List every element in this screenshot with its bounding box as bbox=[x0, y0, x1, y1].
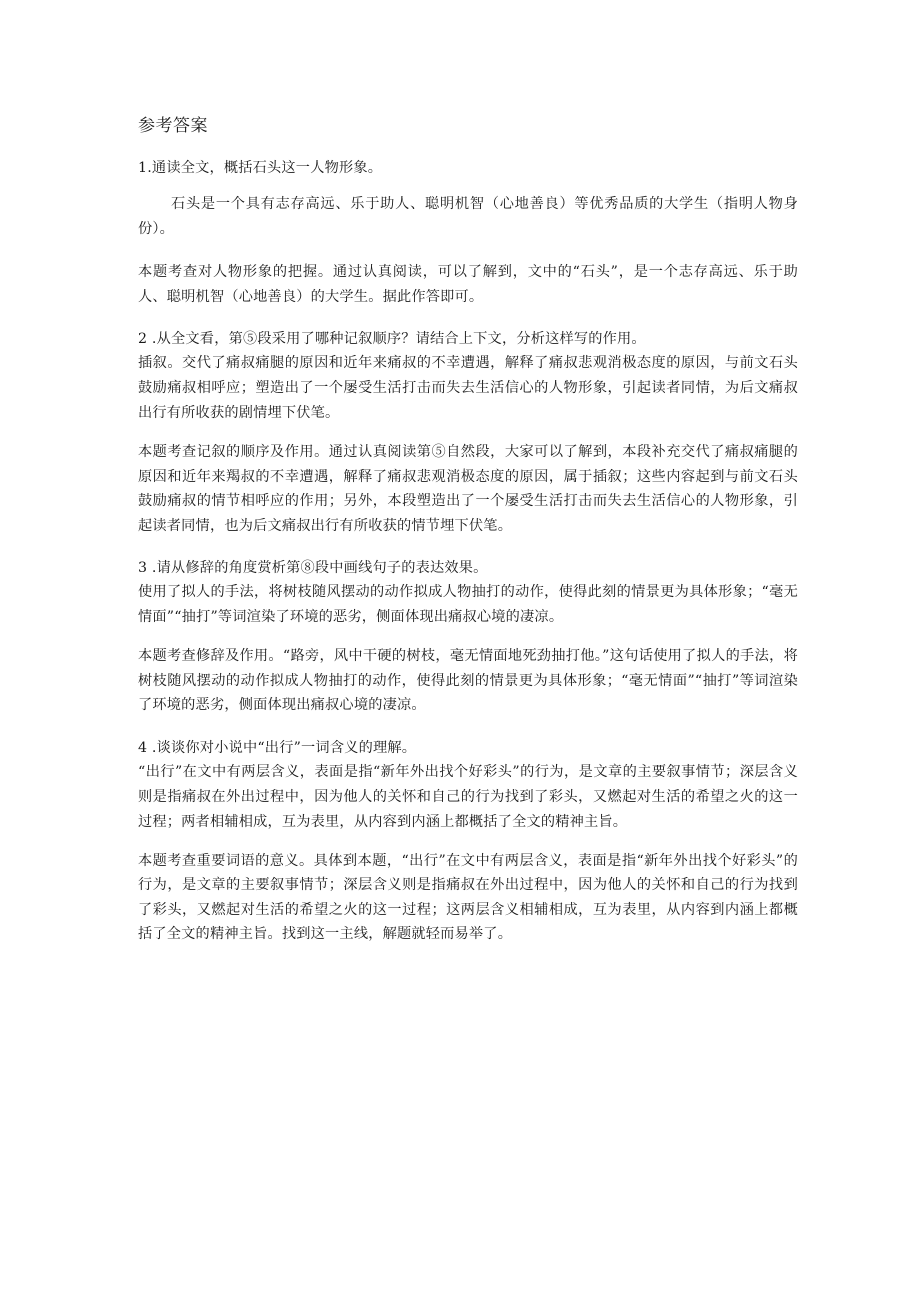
explanation-1: 本题考查对人物形象的把握。通过认真阅读，可以了解到，文中的“石头”，是一个志存高远、乐于助人、聪明机智（心地善良）的大学生。据此作答即可。 bbox=[138, 264, 798, 305]
question-block-1 bbox=[138, 156, 798, 309]
explanation-2: 本题考查记叙的顺序及作用。通过认真阅读第⑤自然段，大家可以了解到，本段补充交代了痛叔痛腿的原因和近年来羯叔的不幸遭遇，解释了痛叔悲观消极态度的原因，属于插叙；这些内容起到与前文石头鼓励痛叔的情节相呼应的作用；另外，本段塑造出了一个屡受生活打击而失去生活信心的人物形象，引起读者同情，也为后文痛叔出行有所收获的情节埋下伏笔。 bbox=[138, 444, 798, 534]
question-block-2 bbox=[138, 327, 798, 538]
answer-3: 使用了拟人的手法，将树枝随风摆动的动作拟成人物抽打的动作，使得此刻的情景更为具体形象；“毫无情面”“抽打”等词渲染了环境的恶劣，侧面体现出痛叔心境的凄凉。 bbox=[138, 584, 798, 625]
explanation-3: 本题考查修辞及作用。“路旁，风中干硬的树枝，毫无情面地死劲抽打他。”这句话使用了拟人的手法，将树枝随风摆动的动作拟成人物抽打的动作，使得此刻的情景更为具体形象；“毫无情面”“抽打”等词渲染了环境的恶劣，侧面体现出痛叔心境的凄凉。 bbox=[138, 648, 798, 713]
answer-sheet bbox=[138, 112, 798, 965]
question-block-3 bbox=[138, 556, 798, 718]
question-4: 4 .谈谈你对小说中“出行”一词含义的理解。 bbox=[138, 739, 417, 756]
page-title: 参考答案 bbox=[138, 116, 208, 136]
question-1: 1.通读全文，概括石头这一人物形象。 bbox=[138, 160, 383, 176]
question-3: 3 .请从修辞的角度赏析第⑧段中画线句子的表达效果。 bbox=[138, 560, 488, 576]
answer-1: 石头是一个具有志存高远、乐于助人、聪明机智（心地善良）等优秀品质的大学生（指明人物身份）。 bbox=[138, 196, 798, 237]
answer-4: “出行”在文中有两层含义，表面是指“新年外出找个好彩头”的行为，是文章的主要叙事情节；深层含义则是指痛叔在外出过程中，因为他人的关怀和自己的行为找到了彩头，又燃起对生活的希望之火的这一过程；两者相辅相成，互为表里，从内容到内涵上都概括了全文的精神主旨。 bbox=[138, 763, 798, 830]
answer-2: 插叙。交代了痛叔痛腿的原因和近年来痛叔的不幸遭遇，解释了痛叔悲观消极态度的原因，与前文石头鼓励痛叔相呼应；塑造出了一个屡受生活打击而失去生活信心的人物形象，引起读者同情，为后文痛叔出行有所收获的剧情埋下伏笔。 bbox=[138, 355, 798, 421]
question-2: 2 .从全文看，第⑤段采用了哪种记叙顺序？请结合上下文，分析这样写的作用。 bbox=[138, 331, 646, 347]
question-block-4 bbox=[138, 736, 798, 947]
explanation-4: 本题考查重要词语的意义。具体到本题，“出行”在文中有两层含义，表面是指“新年外出找个好彩头”的行为，是文章的主要叙事情节；深层含义则是指痛叔在外出过程中，因为他人的关怀和自己的行为找到了彩头，又燃起对生活的希望之火的这一过程；这两层含义相辅相成，互为表里，从内容到内涵上都概括了全文的精神主旨。找到这一主线，解题就轻而易举了。 bbox=[138, 852, 798, 942]
